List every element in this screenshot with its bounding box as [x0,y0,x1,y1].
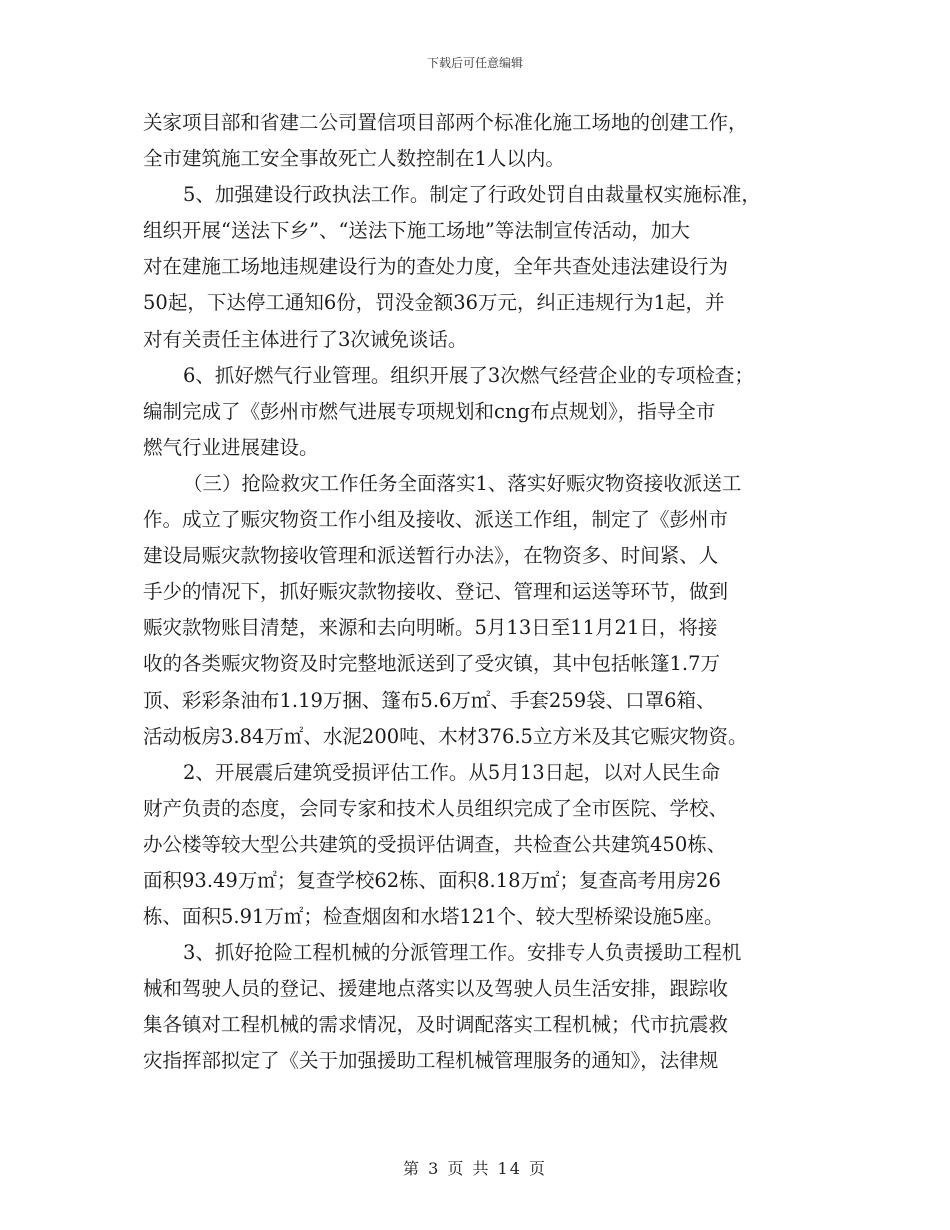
body-text-line: 对在建施工场地违规建设行为的查处力度，全年共查处违法建设行为 [143,255,729,279]
body-text-line: 办公楼等较大型公共建筑的受损评估调查，共检查公共建筑450栋、 [143,832,727,856]
body-text-line: 械和驾驶人员的登记、援建地点落实以及驾驶人员生活安排，跟踪收 [143,977,729,1001]
page-footer-page-number: 第 3 页 共 14 页 [403,1159,547,1178]
body-text-line: 面积93.49万㎡；复查学校62栋、面积8.18万㎡；复查高考用房26 [143,868,721,892]
body-text-line: 50起，下达停工通知6份，罚没金额36万元，纠正违规行为1起，并 [143,291,725,315]
body-text-line: 关家项目部和省建二公司置信项目部两个标准化施工场地的创建工作， [143,111,748,134]
body-text-line: 作。成立了赈灾物资工作小组及接收、派送工作组，制定了《彭州市 [143,508,729,532]
page-header: 下载后可任意编辑 [426,56,523,70]
body-text-line: 建设局赈灾款物接收管理和派送暂行办法》，在物资多、时间紧、人 [143,544,719,568]
body-text-line: 6、抓好燃气行业管理。组织开展了3次燃气经营企业的专项检查； [183,363,754,387]
body-text-line: （三）抢险救灾工作任务全面落实1、落实好赈灾物资接收派送工 [183,471,742,495]
body-text-line: 活动板房3.84万㎡、水泥200吨、木材376.5立方米及其它赈灾物资。 [143,724,748,748]
document-body [143,105,823,1080]
body-text-line: 财产负责的态度，会同专家和技术人员组织完成了全市医院、学校、 [143,796,729,820]
body-text-line: 集各镇对工程机械的需求情况，及时调配落实工程机械；代市抗震救 [143,1013,729,1037]
body-text-line: 全市建筑施工安全事故死亡人数控制在1人以内。 [143,147,565,171]
body-text-line: 灾指挥部拟定了《关于加强援助工程机械管理服务的通知》，法律规 [143,1049,719,1073]
body-text-line: 3、抓好抢险工程机械的分派管理工作。安排专人负责援助工程机 [183,941,742,965]
body-text-line: 收的各类赈灾物资及时完整地派送到了受灾镇，其中包括帐篷1.7万 [143,652,721,676]
body-text-line: 对有关责任主体进行了3次诫免谈话。 [143,327,468,351]
body-text-line: 5、加强建设行政执法工作。制定了行政处罚自由裁量权实施标准， [183,183,761,207]
body-text-line: 燃气行业进展建设。 [143,435,319,459]
body-text-line: 手少的情况下，抓好赈灾款物接收、登记、管理和运送等环节，做到 [143,580,729,604]
body-text-line: 栋、面积5.91万㎡；检查烟囱和水塔121个、较大型桥梁设施5座。 [143,905,724,929]
body-text-line: 赈灾款物账目清楚，来源和去向明晰。5月13日至11月21日，将接 [143,616,718,640]
body-text-line: 组织开展“送法下乡”、“送法下施工场地”等法制宣传活动，加大 [143,219,690,243]
body-text-line: 顶、彩彩条油布1.19万捆、篷布5.6万㎡、手套259袋、口罩6箱、 [143,688,716,712]
body-text-line: 编制完成了《彭州市燃气进展专项规划和cng布点规划》，指导全市 [143,399,716,423]
body-text-line: 2、开展震后建筑受损评估工作。从5月13日起，以对人民生命 [183,760,721,784]
